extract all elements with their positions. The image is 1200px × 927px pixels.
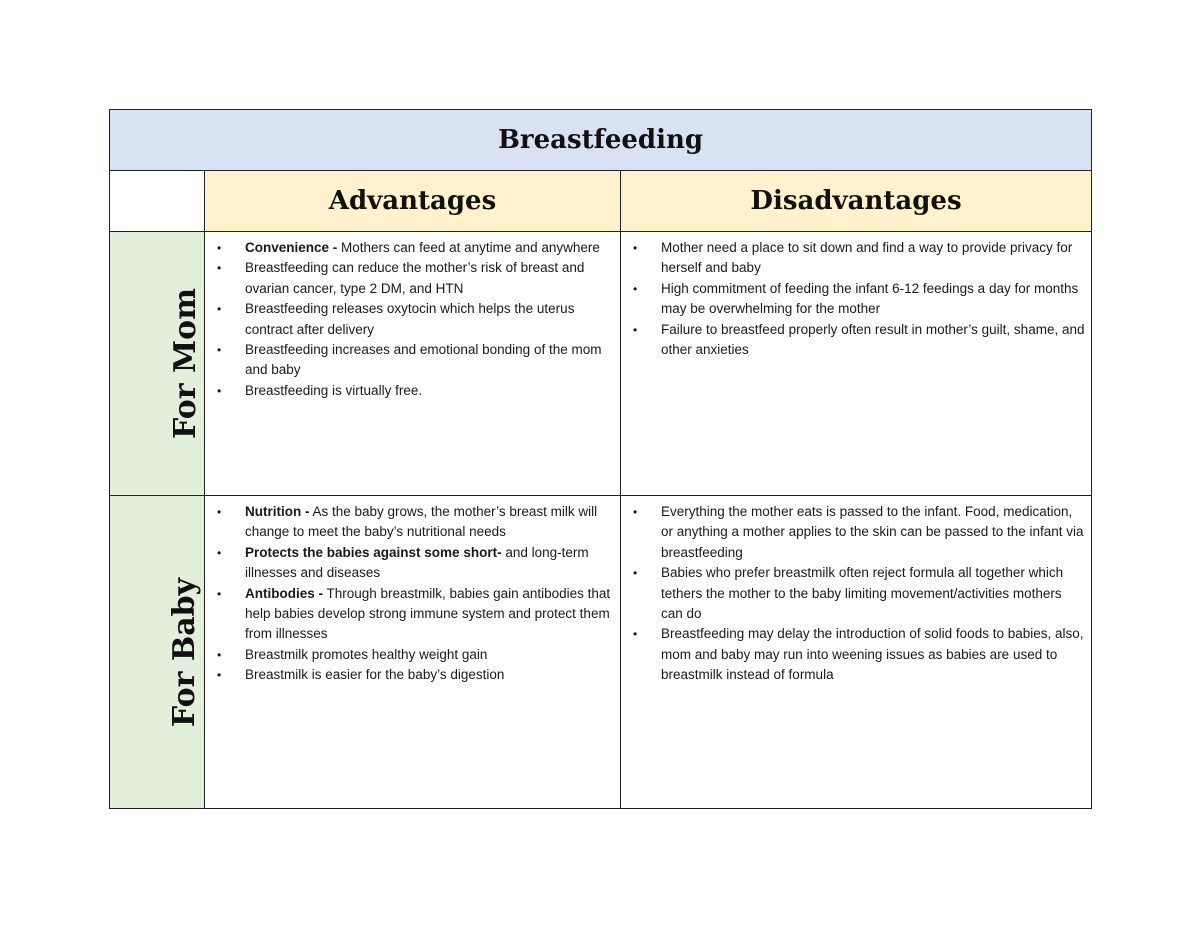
comparison-table-wrapper [109, 109, 1091, 809]
list-item [217, 543, 614, 584]
list-item-text: Babies who prefer breastmilk often reject formula all together which tethers the mother to the baby limiting movement/activities mothers can do [661, 565, 1064, 622]
list-item-text: and long-term illnesses and diseases [245, 544, 589, 581]
list-item [633, 624, 1085, 685]
list-item-lead: Convenience - [245, 240, 338, 255]
list-item [217, 502, 614, 543]
mom-side-cell [110, 232, 205, 496]
list-item [633, 502, 1085, 563]
bullet-icon: • [217, 261, 222, 276]
list-item [217, 340, 614, 381]
list-item-text: Breastfeeding can reduce the mother’s risk of breast and ovarian cancer, type 2 DM, and HTN [245, 260, 585, 296]
list-item-text: Breastfeeding releases oxytocin which helps the uterus contract after delivery [245, 301, 575, 337]
disadvantages-header: Disadvantages [621, 171, 1092, 232]
list-item-lead: Nutrition - [245, 504, 310, 519]
bullet-icon: • [633, 627, 638, 642]
mom-advantages-list [205, 232, 620, 401]
bullet-icon: • [217, 545, 222, 560]
mom-advantages-cell [205, 232, 621, 496]
bullet-icon: • [217, 383, 222, 398]
baby-side-cell [110, 496, 205, 809]
list-item [633, 320, 1085, 361]
list-item-text: Failure to breastfeed properly often result in mother’s guilt, shame, and other anxieties [661, 321, 1085, 358]
baby-row [110, 496, 1092, 809]
mom-disadvantages-cell [621, 232, 1092, 496]
list-item [633, 279, 1085, 320]
list-item-text: Breastmilk promotes healthy weight gain [245, 646, 488, 662]
baby-advantages-cell [205, 496, 621, 809]
list-item-text: Breastfeeding is virtually free. [245, 382, 423, 398]
list-item [217, 381, 614, 401]
list-item-text: Breastfeeding increases and emotional bonding of the mom and baby [245, 342, 602, 378]
breastfeeding-table [109, 109, 1092, 809]
list-item [217, 299, 614, 340]
list-item-text: Breastfeeding may delay the introduction of solid foods to babies, also, mom and baby may run into weening issues as babies are used to breastmilk instead of formula [661, 626, 1084, 683]
bullet-icon: • [217, 302, 222, 317]
bullet-icon: • [217, 343, 222, 358]
bullet-icon: • [217, 241, 222, 255]
mom-row-label: For Mom [167, 288, 203, 439]
advantages-header: Advantages [205, 171, 621, 232]
bullet-icon: • [633, 322, 638, 337]
bullet-icon: • [217, 586, 222, 601]
list-item [633, 238, 1085, 279]
bullet-icon: • [633, 241, 638, 255]
list-item [633, 563, 1085, 624]
baby-disadvantages-list [621, 496, 1091, 686]
bullet-icon: • [633, 505, 638, 519]
mom-row [110, 232, 1092, 496]
bullet-icon: • [633, 281, 638, 296]
list-item-lead: Antibodies - [245, 585, 323, 601]
corner-cell [110, 171, 205, 232]
bullet-icon: • [217, 505, 222, 519]
bullet-icon: • [217, 647, 222, 662]
list-item-text: Mothers can feed at anytime and anywhere [337, 240, 600, 255]
mom-disadvantages-list [621, 232, 1091, 360]
list-item-text: Mother need a place to sit down and find a way to provide privacy for herself and baby [661, 240, 1073, 276]
list-item-text: Everything the mother eats is passed to the infant. Food, medication, or anything a mother applies to the skin can be passed to the infant via breastfeeding [661, 504, 1084, 560]
baby-advantages-list [205, 496, 620, 686]
list-item [217, 645, 614, 665]
bullet-icon: • [217, 668, 222, 683]
list-item-lead: Protects the babies against some short- [245, 544, 502, 560]
list-item-text: Breastmilk is easier for the baby’s digestion [245, 667, 505, 683]
baby-row-label: For Baby [167, 577, 203, 727]
list-item [217, 584, 614, 645]
list-item [217, 258, 614, 299]
list-item-text: High commitment of feeding the infant 6-12 feedings a day for months may be overwhelming for the mother [661, 280, 1079, 317]
baby-disadvantages-cell [621, 496, 1092, 809]
list-item-text: Through breastmilk, babies gain antibodies that help babies develop strong immune system and protect them from illnesses [245, 585, 611, 642]
bullet-icon: • [633, 566, 638, 581]
list-item [217, 238, 614, 258]
table-title: Breastfeeding [110, 110, 1092, 171]
list-item [217, 665, 614, 685]
list-item-text: As the baby grows, the mother’s breast milk will change to meet the baby’s nutritional needs [245, 504, 598, 540]
